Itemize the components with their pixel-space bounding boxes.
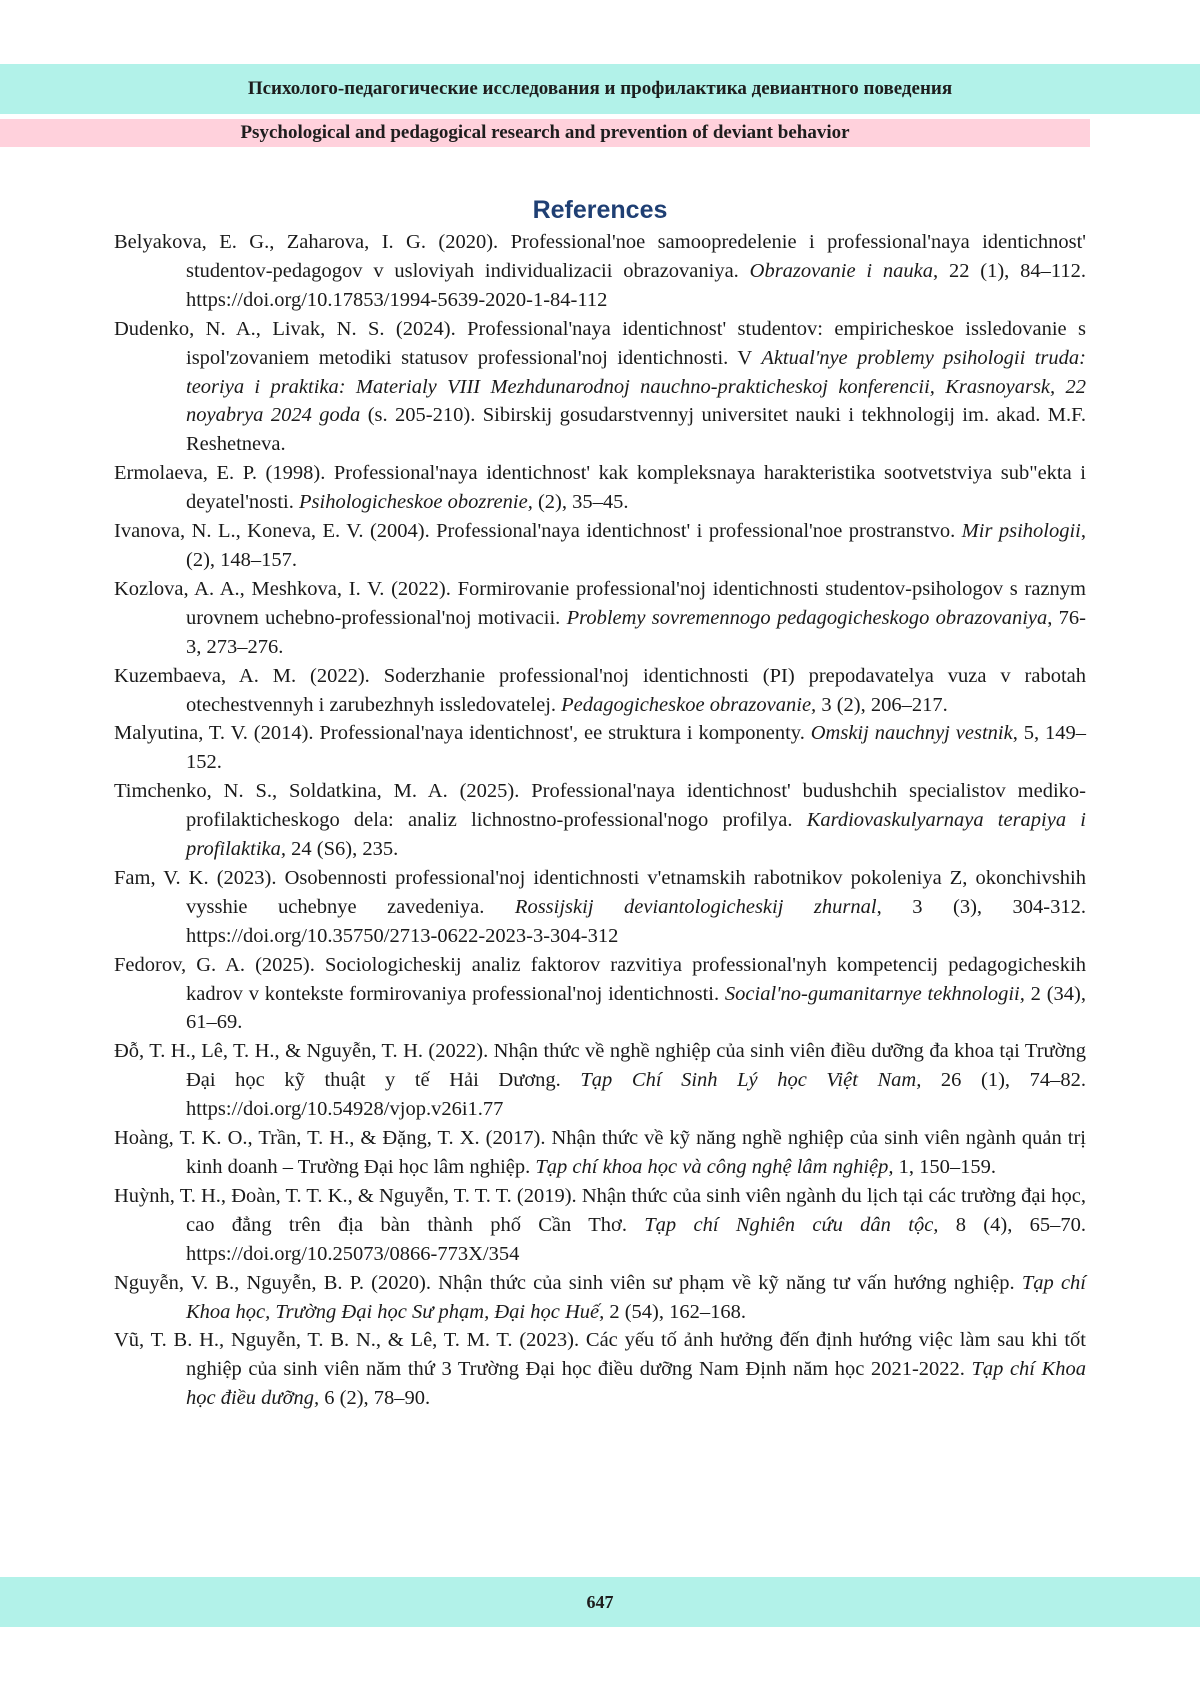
reference-authors-title: Timchenko, N. S., Soldatkina, M. A. (2025). Professional'naya identichnost' budushchih specialistov mediko-profilakticheskogo dela: analiz lichnostno-professional'nogo profilya. [114,780,1086,832]
reference-source: Psihologicheskoe obozrenie, [299,491,533,514]
reference-authors-title: Ermolaeva, E. P. (1998). Professional'naya identichnost' kak kompleksnaya harakteristika sootvetstviya sub"ekta i deyatel'nosti. [114,462,1086,514]
reference-source: Pedagogicheskoe obrazovanie, [561,693,817,716]
reference-authors-title: Đỗ, T. H., Lê, T. H., & Nguyễn, T. H. (2022). Nhận thức về nghề nghiệp của sinh viên điều dưỡng đa khoa tại Trường Đại học kỹ thuật y tế Hải Dương. [114,1040,1086,1092]
reference-details: , (2), 148–157. [186,520,1086,571]
reference-details: (s. 205-210). Sibirskij gosudarstvennyj universitet nauki i tekhnologij im. akad. M.F. Reshetneva. [186,404,1086,456]
journal-title-ru-text: Психолого-педагогические исследования и профилактика девиантного поведения [247,78,953,99]
reference-authors-title: Nguyễn, V. B., Nguyễn, B. P. (2020). Nhận thức của sinh viên sư phạm về kỹ năng tư vấn hướng nghiệp. [114,1271,1022,1294]
reference-item [114,517,1086,575]
reference-details: 2 (54), 162–168. [604,1300,747,1323]
reference-item [114,1182,1086,1269]
reference-details: 8 (4), 65–70. https://doi.org/10.25073/0866-773X/354 [186,1213,1086,1265]
reference-authors-title: Ivanova, N. L., Koneva, E. V. (2004). Professional'naya identichnost' i professional'noe prostranstvo. [114,520,962,543]
reference-source: Aktual'nye problemy psihologii truda: teoriya i praktika: Materialy VIII Mezhdunarodnoj nauchno-prakticheskoj konferencii, Krasnoyarsk, 22 noyabrya 2024 goda [186,346,1086,427]
reference-authors-title: Vũ, T. B. H., Nguyễn, T. B. N., & Lê, T. M. T. (2023). Các yếu tố ảnh hưởng đến định hướng việc làm sau khi tốt nghiệp của sinh viên năm thứ 3 Trường Đại học điều dưỡng Nam Định năm học 2021-2022. [114,1329,1086,1381]
reference-item [114,1269,1086,1327]
page-number: 647 [586,1591,614,1612]
reference-source: Obrazovanie i nauka [749,259,933,282]
journal-title-en-text: Psychological and pedagogical research and prevention of deviant behavior [240,122,850,143]
reference-source: Social'no-gumanitarnye tekhnologii, [724,982,1025,1005]
reference-item [114,575,1086,662]
reference-authors-title: Kuzembaeva, A. M. (2022). Soderzhanie professional'noj identichnosti (PI) prepodavatelya vuza v rabotah otechestvennyh i zarubezhnyh issledovatelej. [114,664,1086,716]
reference-authors-title: Malyutina, T. V. (2014). Professional'naya identichnost', ee struktura i komponenty. [114,722,811,745]
journal-title-ru [0,64,1200,114]
reference-item [114,1124,1086,1182]
reference-details: 3 (2), 206–217. [816,693,948,716]
reference-authors-title: Huỳnh, T. H., Đoàn, T. T. K., & Nguyễn, T. T. T. (2019). Nhận thức của sinh viên ngành du lịch tại các trường đại học, cao đẳng trên địa bàn thành phố Cần Thơ. [114,1184,1086,1236]
reference-item [114,228,1086,315]
reference-source: Tạp chí Khoa học, Trường Đại học Sư phạm, Đại học Huế, [186,1271,1086,1323]
reference-details: , 3 (3), 304-312. https://doi.org/10.35750/2713-0622-2023-3-304-312 [186,895,1086,947]
section-title: References [532,196,668,224]
reference-source: Rossijskij deviantologicheskij zhurnal [514,895,877,918]
reference-item [114,315,1086,460]
reference-details: 24 (S6), 235. [286,838,399,861]
reference-source: Tạp chí khoa học và công nghệ lâm nghiệp, [535,1156,894,1178]
reference-source: Omskij nauchnyj vestnik [810,722,1013,745]
reference-item [114,777,1086,864]
reference-item [114,864,1086,951]
reference-details: , 76-3, 273–276. [186,606,1086,658]
reference-source: Tạp chí Khoa học điều dưỡng, [186,1358,1086,1410]
journal-title-en [0,119,1090,147]
reference-authors-title: Kozlova, A. A., Meshkova, I. V. (2022). Formirovanie professional'noj identichnosti studentov-psihologov s raznym urovnem uchebno-professional'noj motivacii. [114,577,1086,629]
reference-source: Kardiovaskulyarnaya terapiya i profilaktika, [186,809,1086,861]
reference-source: Problemy sovremennogo pedagogicheskogo obrazovaniya [566,606,1048,629]
reference-item [114,1037,1086,1124]
reference-list [114,228,1086,1413]
reference-item [114,951,1086,1038]
page-footer [0,1577,1200,1627]
reference-details: 26 (1), 74–82. https://doi.org/10.54928/vjop.v26i1.77 [186,1069,1086,1121]
reference-details: 1, 150–159. [893,1156,996,1178]
reference-authors-title: Dudenko, N. A., Livak, N. S. (2024). Professional'naya identichnost' studentov: empiricheskoe issledovanie s ispol'zovaniem metodiki statusov professional'noj identichnosti. V [114,317,1086,369]
reference-authors-title: Belyakova, E. G., Zaharova, I. G. (2020). Professional'noe samoopredelenie i professional'naya identichnost' studentov-pedagogov v usloviyah individualizacii obrazovaniya. [114,231,1086,282]
reference-source: Mir psihologii [961,520,1081,543]
reference-details: (2), 35–45. [532,491,629,514]
reference-source: Tạp Chí Sinh Lý học Việt Nam, [580,1069,922,1092]
reference-authors-title: Fam, V. K. (2023). Osobennosti professional'noj identichnosti v'etnamskih rabotnikov pokoleniya Z, okonchivshih vysshie uchebnye zavedeniya. [114,866,1086,918]
reference-details: , 5, 149–152. [186,722,1087,774]
reference-details: 6 (2), 78–90. [319,1387,431,1410]
reference-authors-title: Hoàng, T. K. O., Trần, T. H., & Đặng, T. X. (2017). Nhận thức về kỹ năng nghề nghiệp của sinh viên ngành quản trị kinh doanh – Trường Đại học lâm nghiệp. [114,1127,1086,1178]
reference-item [114,459,1086,517]
reference-source: Tạp chí Nghiên cứu dân tộc, [644,1213,939,1236]
reference-details: 2 (34), 61–69. [186,982,1087,1034]
reference-item [114,662,1086,720]
reference-details: , 22 (1), 84–112. https://doi.org/10.17853/1994-5639-2020-1-84-112 [186,259,1086,311]
reference-item [114,1326,1086,1413]
reference-item [114,719,1086,777]
reference-authors-title: Fedorov, G. A. (2025). Sociologicheskij analiz faktorov razvitiya professional'nyh kompetencij pedagogicheskih kadrov v kontekste formirovaniya professional'noj identichnosti. [114,953,1086,1005]
